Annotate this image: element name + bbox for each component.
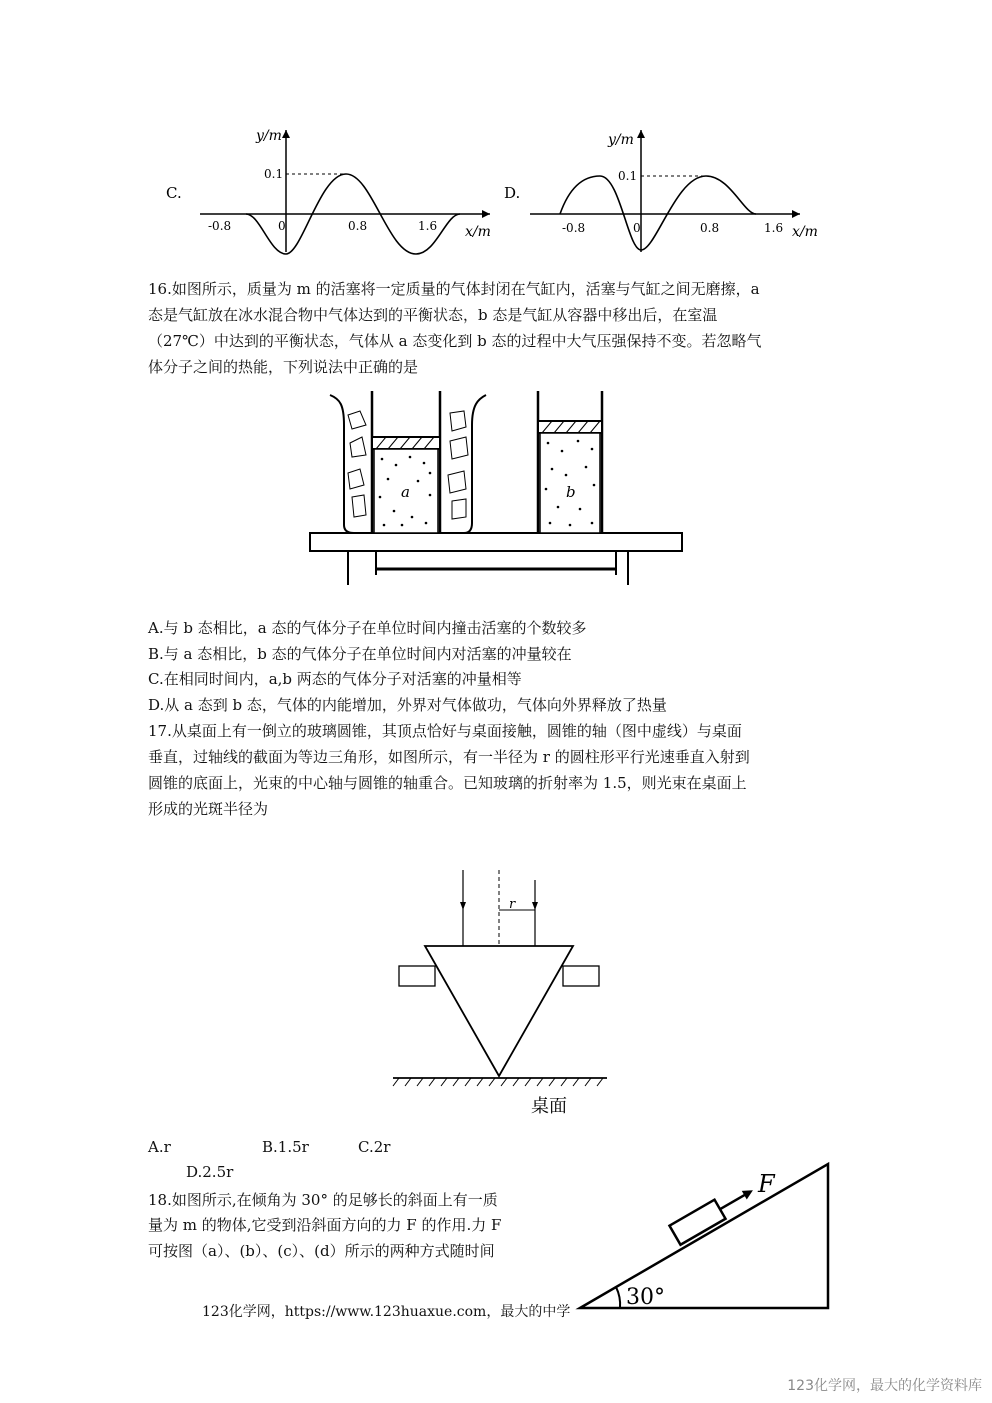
tick-c-2: 0 [278, 219, 286, 233]
tick-d-3: 0.8 [700, 221, 720, 235]
tick-d-2: 0 [633, 221, 641, 235]
q17-option-c: C.2r [358, 1138, 391, 1156]
wave-graph-c [160, 120, 500, 260]
cone-figure [385, 850, 615, 1120]
q16-option-b: B.与 a 态相比，b 态的气体分子在单位时间内对活塞的冲量较在 [148, 645, 572, 663]
page-footer: 123化学网，https://www.123huaxue.com，最大的中学 [202, 1304, 570, 1320]
cylinder-figure [300, 385, 690, 590]
q17-option-a: A.r [148, 1138, 171, 1156]
q18-line: 18.如图所示,在倾角为 30° 的足够长的斜面上有一质 [148, 1191, 498, 1209]
y-mark-c: 0.1 [264, 167, 284, 181]
table-label: 桌面 [531, 1096, 567, 1117]
x-axis-label-d: x/m [792, 224, 818, 240]
q17-option-b: B.1.5r [262, 1138, 309, 1156]
tick-c-4: 1.6 [418, 219, 438, 233]
q17-option-d: D.2.5r [186, 1163, 234, 1181]
state-a-label: a [401, 483, 410, 501]
wave-graph-d [500, 120, 840, 260]
tick-d-4: 1.6 [764, 221, 784, 235]
force-label: F [758, 1170, 775, 1198]
watermark: 123化学网，最大的化学资料库 [787, 1378, 982, 1394]
q17-line: 圆锥的底面上，光束的中心轴与圆锥的轴重合。已知玻璃的折射率为 1.5，则光束在桌面上 [148, 774, 747, 792]
q17-line: 17.从桌面上有一倒立的玻璃圆锥，其顶点恰好与桌面接触，圆锥的轴（图中虚线）与桌面 [148, 722, 742, 740]
option-label-d: D. [504, 184, 521, 202]
q16-option-a: A.与 b 态相比，a 态的气体分子在单位时间内撞击活塞的个数较多 [148, 619, 587, 637]
state-b-label: b [566, 483, 576, 501]
option-label-c: C. [166, 184, 182, 202]
y-mark-d: 0.1 [618, 169, 638, 183]
tick-c-3: 0.8 [348, 219, 368, 233]
q16-line: 态是气缸放在冰水混合物中气体达到的平衡状态，b 态是气缸从容器中移出后，在室温 [148, 306, 718, 324]
q16-line: 体分子之间的热能，下列说法中正确的是 [148, 358, 419, 376]
q16-option-c: C.在相同时间内，a,b 两态的气体分子对活塞的冲量相等 [148, 670, 522, 688]
tick-d-1: -0.8 [562, 221, 586, 235]
tick-c-1: -0.8 [208, 219, 232, 233]
incline-figure [570, 1158, 835, 1313]
q17-line: 垂直，过轴线的截面为等边三角形，如图所示，有一半径为 r 的圆柱形平行光速垂直入射到 [148, 748, 750, 766]
wave-curve-d [560, 176, 756, 250]
q16-line: 16.如图所示，质量为 m 的活塞将一定质量的气体封闭在气缸内，活塞与气缸之间无磨擦，a [148, 280, 760, 298]
q16-option-d: D.从 a 态到 b 态，气体的内能增加，外界对气体做功，气体向外界释放了热量 [148, 696, 667, 714]
y-axis-label-c: y/m [256, 128, 282, 144]
q17-line: 形成的光斑半径为 [148, 800, 269, 818]
radius-label: r [509, 897, 516, 912]
q18-line: 量为 m 的物体,它受到沿斜面方向的力 F 的作用.力 F [148, 1216, 502, 1234]
q16-line: （27℃）中达到的平衡状态，气体从 a 态变化到 b 态的过程中大气压强保持不变。若忽略气 [148, 332, 762, 350]
q18-line: 可按图（a）、(b）、(c）、(d）所示的两种方式随时间 [148, 1242, 495, 1260]
x-axis-label-c: x/m [465, 224, 491, 240]
y-axis-label-d: y/m [608, 132, 634, 148]
angle-label: 30° [626, 1285, 665, 1310]
